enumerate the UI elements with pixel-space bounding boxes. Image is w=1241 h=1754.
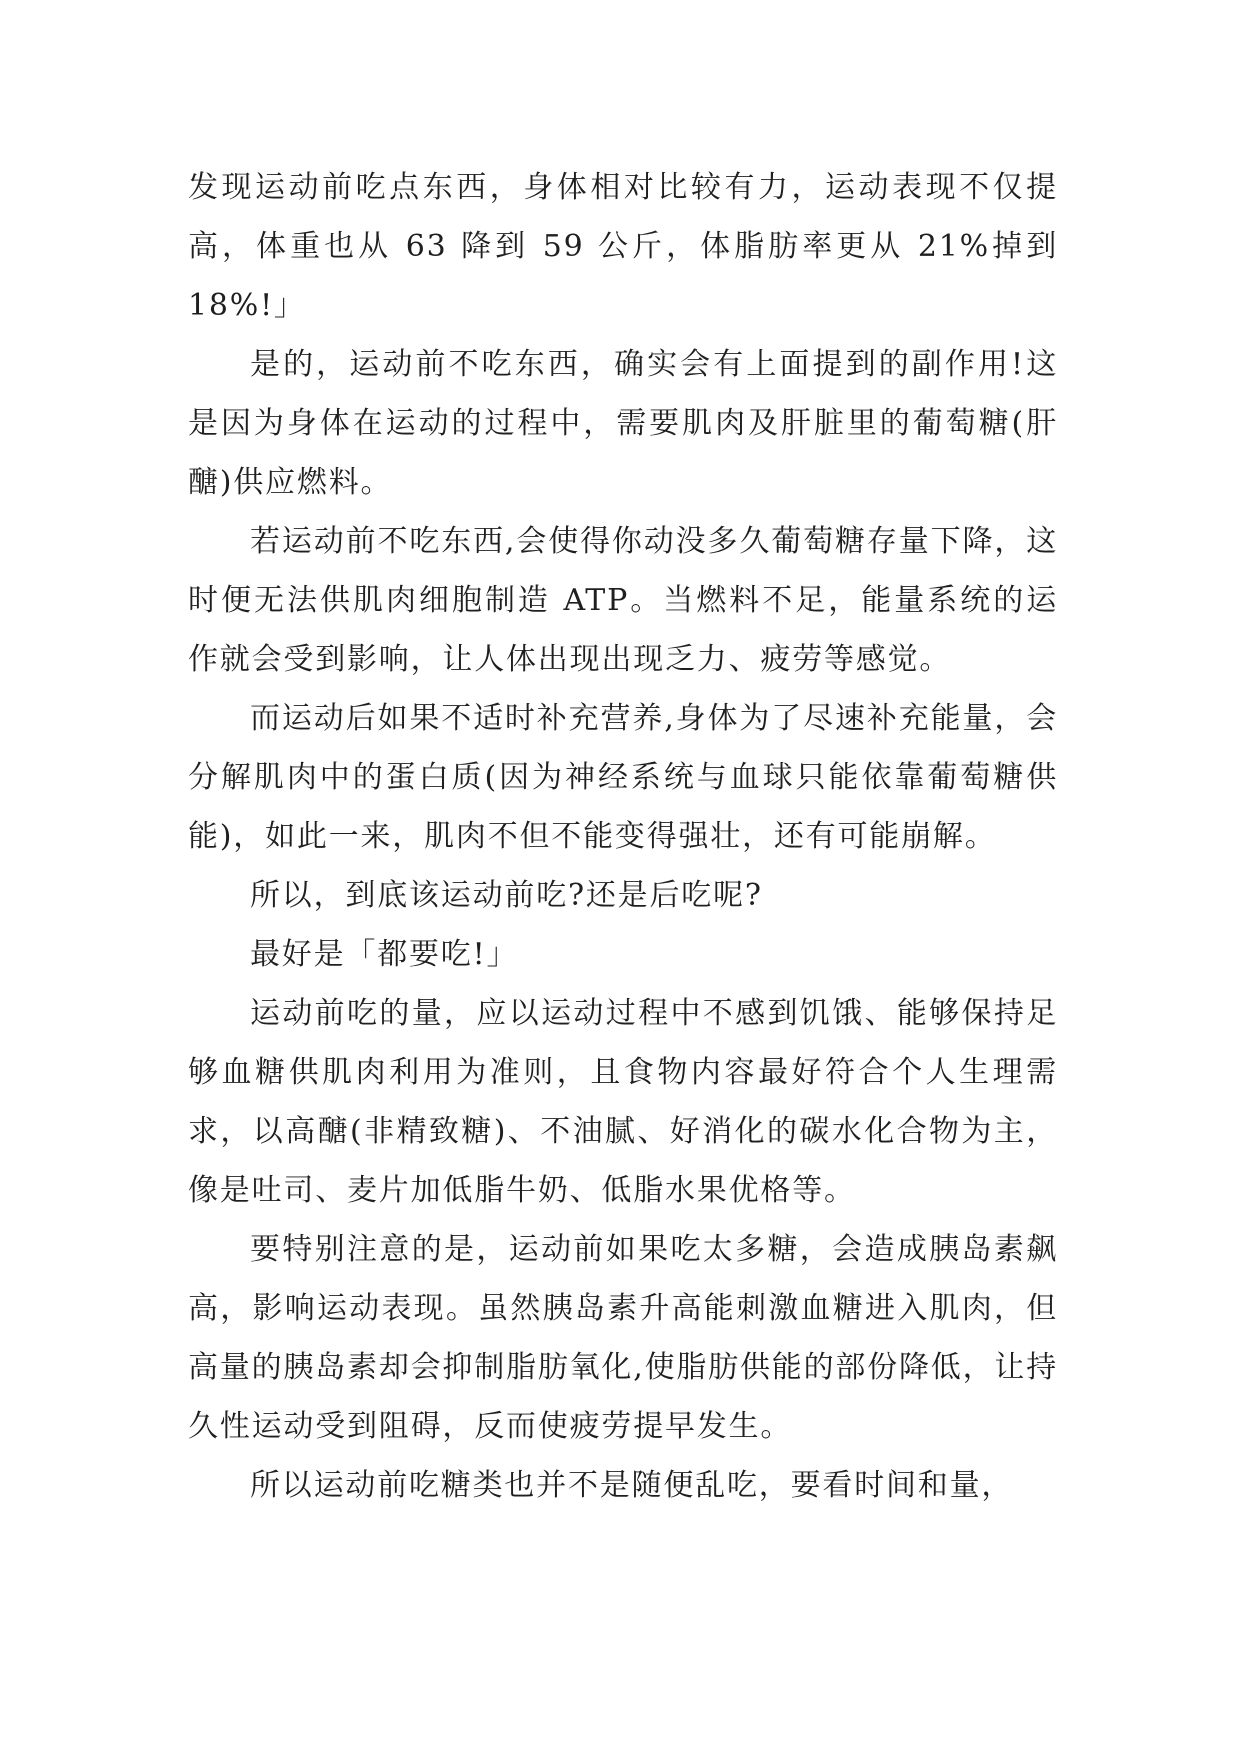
paragraph-4: 而运动后如果不适时补充营养,身体为了尽速补充能量，会分解肌肉中的蛋白质(因为神经系统与血球只能依靠葡萄糖供能)，如此一来，肌肉不但不能变得强壮，还有可能崩解。 xyxy=(188,701,1058,854)
paragraph-2: 是的，运动前不吃东西，确实会有上面提到的副作用!这是因为身体在运动的过程中，需要肌肉及肝脏里的葡萄糖(肝醣)供应燃料。 xyxy=(188,347,1058,500)
paragraph-9: 所以运动前吃糖类也并不是随便乱吃，要看时间和量， xyxy=(250,1468,1014,1503)
paragraph-8: 要特别注意的是，运动前如果吃太多糖，会造成胰岛素飙高，影响运动表现。虽然胰岛素升高能刺激血糖进入肌肉，但高量的胰岛素却会抑制脂肪氧化,使脂肪供能的部份降低，让持久性运动受到阻碍，反而使疲劳提早发生。 xyxy=(188,1232,1058,1444)
document-body xyxy=(188,158,1058,1515)
paragraph-5: 所以，到底该运动前吃?还是后吃呢? xyxy=(250,878,763,913)
paragraph-6: 最好是「都要吃!」 xyxy=(250,937,519,972)
paragraph-3: 若运动前不吃东西,会使得你动没多久葡萄糖存量下降，这时便无法供肌肉细胞制造 ATP。当燃料不足，能量系统的运作就会受到影响，让人体出现出现乏力、疲劳等感觉。 xyxy=(188,524,1058,677)
paragraph-7: 运动前吃的量，应以运动过程中不感到饥饿、能够保持足够血糖供肌肉利用为准则，且食物内容最好符合个人生理需求，以高醣(非精致糖)、不油腻、好消化的碳水化合物为主，像是吐司、麦片加低脂牛奶、低脂水果优格等。 xyxy=(188,996,1058,1208)
paragraph-1: 发现运动前吃点东西，身体相对比较有力，运动表现不仅提高，体重也从 63 降到 59 公斤，体脂肪率更从 21%掉到 18%!」 xyxy=(188,170,1058,323)
